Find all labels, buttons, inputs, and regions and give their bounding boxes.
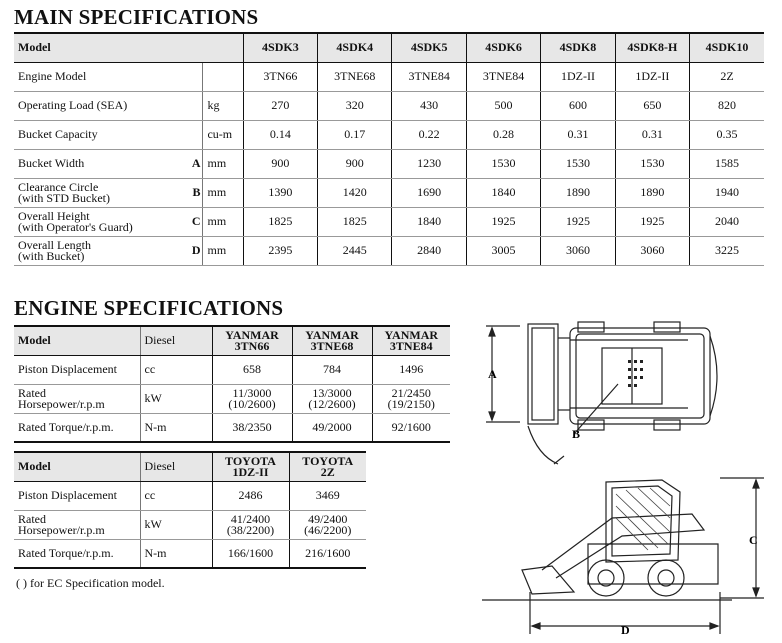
spec-row: [14, 149, 764, 178]
spec-unit: mm: [203, 178, 243, 207]
spec-label-text: Overall Length: [18, 237, 91, 252]
engine-spec-value-line: (46/2200): [304, 522, 352, 537]
spec-value: 3TNE84: [466, 62, 540, 91]
engine-column-header: [289, 452, 366, 481]
spec-value: 2Z: [690, 62, 764, 91]
engine-spec-value: [212, 355, 292, 384]
engine-spec-value: [292, 413, 372, 442]
dimension-a-label: A: [488, 367, 497, 381]
spec-row: [14, 120, 764, 149]
spec-value: 2395: [243, 236, 317, 265]
engine-model: 1DZ-II: [232, 464, 269, 479]
spec-value: 1825: [318, 207, 392, 236]
loader-top-view-diagram: [478, 318, 778, 468]
spec-value: 650: [615, 91, 689, 120]
yanmar-engine-table: [14, 325, 450, 443]
spec-label-text: Operating Load (SEA): [18, 98, 128, 112]
spec-value: 0.22: [392, 120, 466, 149]
spec-label: [14, 62, 186, 91]
engine-spec-row: [14, 384, 450, 413]
engine-spec-value-line: (12/2600): [308, 396, 356, 411]
dimension-letter: [186, 62, 203, 91]
spec-unit: kg: [203, 91, 243, 120]
engine-spec-row: [14, 510, 366, 539]
spec-unit: mm: [203, 207, 243, 236]
engine-brand: TOYOTA: [225, 453, 276, 468]
dimension-letter: B: [186, 178, 203, 207]
spec-value: 900: [243, 149, 317, 178]
spec-label: [14, 178, 186, 207]
spec-value: 430: [392, 91, 466, 120]
spec-value: 270: [243, 91, 317, 120]
spec-value: 1840: [466, 178, 540, 207]
loader-side-view-diagram: [482, 474, 772, 639]
spec-value: 1840: [392, 207, 466, 236]
spec-value: 600: [541, 91, 615, 120]
engine-spec-label: Rated Torque/r.p.m.: [14, 539, 140, 568]
spec-label-sub: (with Bucket): [18, 248, 85, 263]
spec-value: 0.28: [466, 120, 540, 149]
spec-row: [14, 207, 764, 236]
engine-spec-value-line: 3469: [315, 488, 340, 502]
spec-value: 3060: [615, 236, 689, 265]
engine-brand: YANMAR: [384, 327, 439, 342]
engine-spec-value-line: 784: [323, 362, 341, 376]
engine-model-label: Model: [14, 452, 140, 481]
spec-label: [14, 91, 186, 120]
engine-brand: YANMAR: [305, 327, 359, 342]
spec-label: [14, 207, 186, 236]
dimension-letter: C: [186, 207, 203, 236]
engine-spec-value: [212, 510, 289, 539]
spec-value: 1DZ-II: [615, 62, 689, 91]
engine-spec-row: [14, 355, 450, 384]
engine-spec-value: [292, 355, 372, 384]
engine-spec-value-line: 658: [243, 362, 261, 376]
engine-model: 3TN66: [234, 338, 270, 353]
engine-column-header: [372, 326, 450, 355]
engine-spec-value-line: 13/3000: [312, 385, 352, 400]
engine-spec-value: [289, 510, 366, 539]
engine-spec-label: Rated Horsepower/r.p.m: [14, 510, 140, 539]
engine-column-header: [212, 326, 292, 355]
engine-model: 2Z: [320, 464, 335, 479]
engine-spec-value-line: (10/2600): [228, 396, 276, 411]
spec-value: 820: [690, 91, 764, 120]
spec-value: 1825: [243, 207, 317, 236]
engine-spec-label: Piston Displacement: [14, 481, 140, 510]
spec-row: [14, 178, 764, 207]
spec-value: 2445: [318, 236, 392, 265]
spec-value: 3005: [466, 236, 540, 265]
main-specifications-heading: MAIN SPECIFICATIONS: [14, 5, 259, 29]
spec-label-text: Overall Height: [18, 208, 90, 223]
engine-spec-label: Piston Displacement: [14, 355, 140, 384]
spec-label-sub: (with STD Bucket): [18, 190, 110, 205]
dimension-c-label: C: [749, 533, 758, 547]
engine-spec-value: [212, 413, 292, 442]
dimension-letter: D: [186, 236, 203, 265]
engine-spec-value-line: 92/1600: [391, 419, 431, 434]
spec-unit: [203, 62, 243, 91]
dimension-letter: A: [186, 149, 203, 178]
engine-model: 3TNE84: [389, 338, 433, 353]
spec-value: 3225: [690, 236, 764, 265]
spec-value: 1690: [392, 178, 466, 207]
toyota-header-row: [14, 452, 366, 481]
spec-value: 1890: [541, 178, 615, 207]
spec-value: 1925: [541, 207, 615, 236]
main-header-row: [14, 33, 764, 62]
spec-unit: cu-m: [203, 120, 243, 149]
spec-value: 0.17: [318, 120, 392, 149]
spec-value: 0.31: [541, 120, 615, 149]
engine-spec-unit: cc: [140, 481, 212, 510]
model-header-label: Model: [14, 33, 243, 62]
spec-label-text: Engine Model: [18, 69, 87, 83]
model-column-header: 4SDK8: [541, 33, 615, 62]
engine-spec-row: [14, 481, 366, 510]
spec-value: 1530: [615, 149, 689, 178]
spec-value: 2840: [392, 236, 466, 265]
spec-value: 3TNE68: [318, 62, 392, 91]
spec-label-text: Clearance Circle: [18, 179, 99, 194]
spec-value: 1925: [466, 207, 540, 236]
spec-label: [14, 149, 186, 178]
engine-spec-unit: cc: [140, 355, 212, 384]
spec-value: 1530: [541, 149, 615, 178]
engine-spec-value: [212, 481, 289, 510]
engine-spec-value: [372, 355, 450, 384]
engine-spec-value: [372, 413, 450, 442]
ec-footnote: ( ) for EC Specification model.: [16, 576, 165, 590]
spec-label-text: Bucket Capacity: [18, 127, 98, 141]
engine-spec-unit: kW: [140, 384, 212, 413]
engine-spec-row: [14, 413, 450, 442]
engine-spec-value: [372, 384, 450, 413]
engine-spec-value: [292, 384, 372, 413]
spec-value: 1420: [318, 178, 392, 207]
spec-value: 1940: [690, 178, 764, 207]
spec-value: 500: [466, 91, 540, 120]
engine-spec-value-line: 41/2400: [230, 511, 271, 526]
spec-label: [14, 236, 186, 265]
spec-value: 2040: [690, 207, 764, 236]
engine-spec-value-line: 49/2000: [312, 419, 352, 434]
spec-label-text: Bucket Width: [18, 156, 85, 170]
spec-value: 1925: [615, 207, 689, 236]
engine-spec-value: [212, 539, 289, 568]
engine-spec-value: [212, 384, 292, 413]
spec-row: [14, 62, 764, 91]
engine-spec-value-line: 1496: [399, 362, 424, 376]
spec-value: 1390: [243, 178, 317, 207]
engine-spec-label: Rated Horsepower/r.p.m: [14, 384, 140, 413]
spec-value: 1230: [392, 149, 466, 178]
engine-spec-value: [289, 539, 366, 568]
spec-row: [14, 91, 764, 120]
spec-value: 1530: [466, 149, 540, 178]
spec-value: 0.14: [243, 120, 317, 149]
engine-spec-value-line: (19/2150): [387, 396, 435, 411]
spec-value: 3TN66: [243, 62, 317, 91]
engine-spec-value: [289, 481, 366, 510]
engine-spec-value-line: 166/1600: [227, 545, 274, 560]
model-column-header: 4SDK10: [690, 33, 764, 62]
dimension-d-label: D: [621, 623, 630, 637]
spec-value: 1585: [690, 149, 764, 178]
engine-column-header: [292, 326, 372, 355]
engine-column-header: [212, 452, 289, 481]
engine-spec-value-line: (38/2200): [226, 522, 275, 537]
engine-spec-label: Rated Torque/r.p.m.: [14, 413, 140, 442]
dimension-b-label: B: [572, 427, 581, 441]
engine-spec-value-line: 11/3000: [232, 385, 272, 400]
engine-model: 3TNE68: [310, 338, 354, 353]
spec-value: 3060: [541, 236, 615, 265]
engine-spec-value-line: 216/1600: [305, 545, 351, 560]
engine-spec-row: [14, 539, 366, 568]
spec-value: 0.31: [615, 120, 689, 149]
spec-value: 0.35: [690, 120, 764, 149]
engine-spec-unit: N-m: [140, 413, 212, 442]
spec-unit: mm: [203, 149, 243, 178]
engine-spec-value-line: 21/2450: [391, 385, 431, 400]
spec-label-sub: (with Operator's Guard): [18, 219, 133, 234]
model-column-header: 4SDK8-H: [615, 33, 689, 62]
engine-specifications-heading: ENGINE SPECIFICATIONS: [14, 296, 284, 320]
model-column-header: 4SDK3: [243, 33, 317, 62]
toyota-engine-table: [14, 451, 366, 569]
spec-value: 320: [318, 91, 392, 120]
dimension-letter: [186, 120, 203, 149]
engine-spec-value-line: 38/2350: [232, 419, 272, 434]
engine-spec-value-line: 49/2400: [308, 511, 348, 526]
spec-value: 1DZ-II: [541, 62, 615, 91]
spec-value: 3TNE84: [392, 62, 466, 91]
spec-value: 1890: [615, 178, 689, 207]
engine-spec-value-line: 2486: [238, 488, 263, 502]
engine-brand: TOYOTA: [302, 453, 354, 468]
yanmar-header-row: [14, 326, 450, 355]
engine-fuel-type: Diesel: [140, 452, 212, 481]
engine-fuel-type: Diesel: [140, 326, 212, 355]
dimension-letter: [186, 91, 203, 120]
model-column-header: 4SDK6: [466, 33, 540, 62]
spec-unit: mm: [203, 236, 243, 265]
model-column-header: 4SDK4: [318, 33, 392, 62]
spec-row: [14, 236, 764, 265]
spec-value: 900: [318, 149, 392, 178]
engine-spec-unit: kW: [140, 510, 212, 539]
engine-brand: YANMAR: [225, 327, 279, 342]
main-specifications-table: [14, 32, 764, 266]
engine-spec-unit: N-m: [140, 539, 212, 568]
model-column-header: 4SDK5: [392, 33, 466, 62]
engine-model-label: Model: [14, 326, 140, 355]
spec-label: [14, 120, 186, 149]
